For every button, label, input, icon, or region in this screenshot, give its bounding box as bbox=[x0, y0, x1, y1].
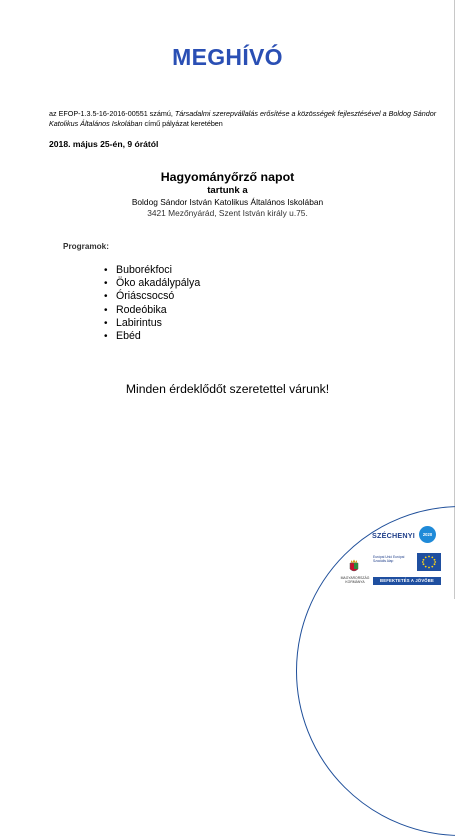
szechenyi-label: SZÉCHENYI bbox=[372, 531, 415, 540]
eu-flag-icon bbox=[417, 553, 441, 571]
event-heading: Hagyományőrző napot bbox=[160, 170, 295, 184]
list-item: • Óriáscsocsó bbox=[104, 290, 200, 303]
welcome-message: Minden érdeklődőt szeretettel várunk! bbox=[125, 382, 330, 396]
event-date: 2018. május 25-én, 9 órától bbox=[49, 139, 159, 149]
hungarian-crest-icon bbox=[348, 559, 360, 574]
list-item: • Labirintus bbox=[104, 317, 200, 330]
list-item: • Buborékfoci bbox=[104, 264, 200, 277]
programs-list bbox=[104, 264, 200, 343]
project-suffix: című pályázat keretében bbox=[142, 119, 223, 128]
project-prefix: az EFOP-1.3.5-16-2016-00551 számú, bbox=[49, 109, 175, 118]
event-subheading: tartunk a bbox=[207, 185, 248, 196]
programs-label: Programok: bbox=[63, 242, 109, 251]
list-item: • Ebéd bbox=[104, 330, 200, 343]
event-address: 3421 Mezőnyárád, Szent István király u.75. bbox=[147, 208, 308, 218]
eu-logo bbox=[373, 553, 445, 593]
page-title: MEGHÍVÓ bbox=[172, 44, 283, 70]
list-item: • Öko akadálypálya bbox=[104, 277, 200, 290]
event-block bbox=[0, 170, 455, 219]
eu-slogan-bar: BEFEKTETÉS A JÖVŐBE bbox=[373, 577, 441, 585]
list-item: • Rodeóbika bbox=[104, 304, 200, 317]
eu-label: Európai Unió Európai Szociális Alap bbox=[373, 555, 405, 564]
szechenyi-2020-badge: 2020 bbox=[419, 526, 436, 543]
project-title: Társadalmi szerepvállalás erősítése a közösségek fejlesztésével a Boldog Sándor Katolikus Általános Iskolában bbox=[49, 109, 437, 128]
event-school: Boldog Sándor István Katolikus Általános Iskolában bbox=[131, 197, 324, 207]
project-description bbox=[49, 109, 439, 129]
government-label: MAGYARORSZÁG KORMÁNYA bbox=[340, 576, 370, 585]
